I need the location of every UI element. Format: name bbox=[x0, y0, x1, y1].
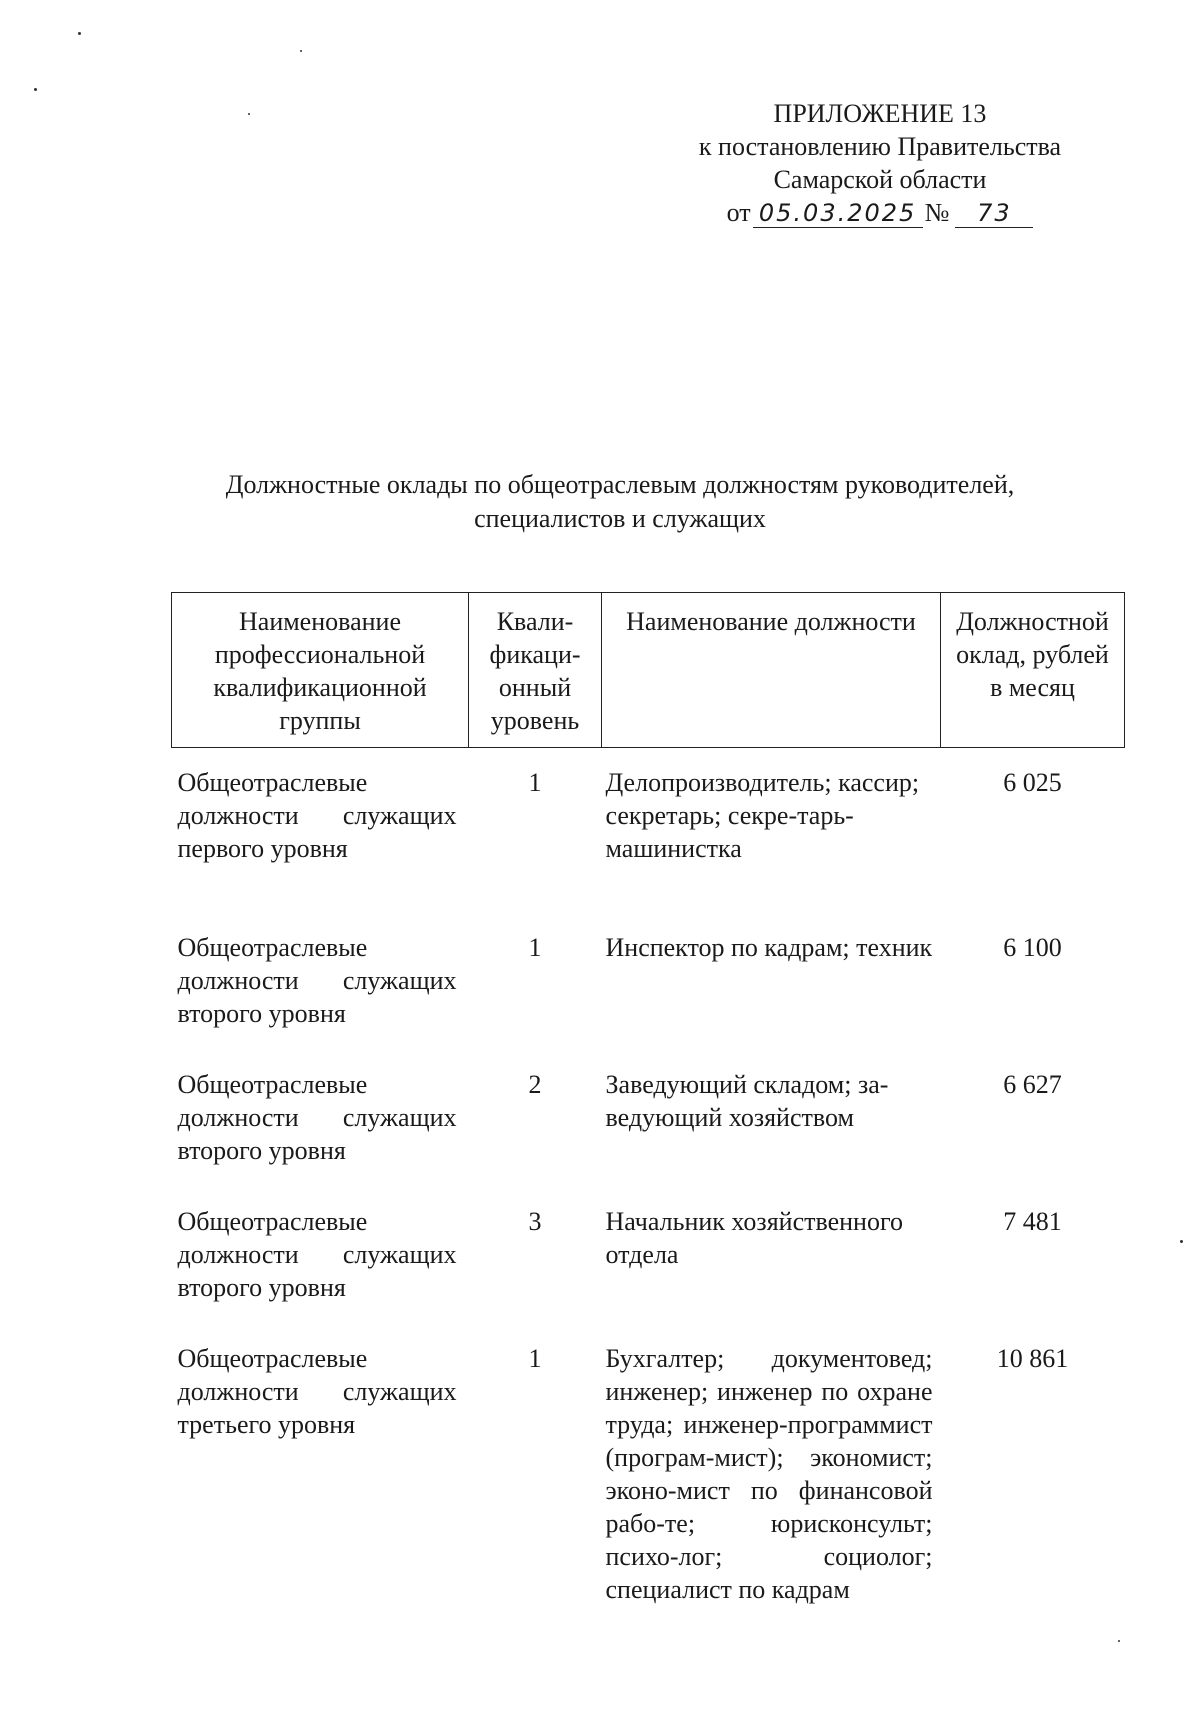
date-prefix: от bbox=[726, 198, 751, 227]
table-header-row bbox=[172, 593, 1125, 748]
salary-cell: 6 100 bbox=[1003, 933, 1062, 962]
salary-cell: 10 861 bbox=[996, 1344, 1069, 1373]
salary-cell: 6 627 bbox=[1003, 1070, 1062, 1099]
scan-speck bbox=[34, 88, 37, 91]
position-cell: Заведующий складом; за-ведующий хозяйством bbox=[605, 1070, 889, 1132]
document-title-line-1: Должностные оклады по общеотраслевым должностям руководителей, bbox=[225, 470, 1015, 499]
document-title bbox=[140, 468, 1100, 536]
position-cell: Инспектор по кадрам; техник bbox=[605, 933, 933, 962]
level-cell: 1 bbox=[528, 1344, 542, 1373]
handwritten-date: 05.03.2025 bbox=[753, 199, 923, 228]
scan-speck bbox=[1180, 1240, 1183, 1243]
group-cell: Общеотраслевые должности служащих второго уровня bbox=[177, 1207, 457, 1302]
group-cell: Общеотраслевые должности служащих второго уровня bbox=[177, 933, 457, 1028]
group-cell: Общеотраслевые должности служащих первого уровня bbox=[177, 768, 457, 863]
position-cell: Бухгалтер; документовед; инженер; инженер по охране труда; инженер-программист (програм-мист); экономист; эконо-мист по финансовой рабо-те; юрисконсульт; психо-лог; социолог; специалист по кадрам bbox=[605, 1344, 933, 1604]
document-title-line-2: специалистов и служащих bbox=[474, 504, 766, 533]
position-cell: Начальник хозяйственного отдела bbox=[605, 1207, 903, 1269]
header-salary: Должностной оклад, рублей в месяц bbox=[941, 593, 1125, 748]
header-group: Наименование профессиональной квалификационной группы bbox=[172, 593, 469, 748]
handwritten-number: 73 bbox=[955, 199, 1033, 228]
table-row bbox=[172, 1342, 1125, 1644]
appendix-title: ПРИЛОЖЕНИЕ 13 bbox=[773, 99, 987, 128]
appendix-resolution-line: к постановлению Правительства bbox=[698, 132, 1062, 161]
salary-cell: 6 025 bbox=[1003, 768, 1062, 797]
table-row bbox=[172, 1068, 1125, 1205]
scan-speck bbox=[78, 32, 81, 35]
level-cell: 2 bbox=[528, 1070, 542, 1099]
appendix-header bbox=[660, 97, 1100, 229]
salary-table bbox=[171, 592, 1125, 1644]
header-level: Квали-фикаци-онный уровень bbox=[469, 593, 602, 748]
table-row bbox=[172, 766, 1125, 931]
group-cell: Общеотраслевые должности служащих третьего уровня bbox=[177, 1344, 457, 1439]
scan-speck bbox=[248, 113, 250, 115]
table-row bbox=[172, 931, 1125, 1068]
salary-cell: 7 481 bbox=[1003, 1207, 1062, 1236]
appendix-region-line: Самарской области bbox=[773, 165, 987, 194]
header-position: Наименование должности bbox=[602, 593, 941, 748]
number-prefix: № bbox=[924, 198, 950, 227]
appendix-date-number-line bbox=[660, 196, 1100, 229]
scan-speck bbox=[300, 50, 302, 52]
level-cell: 3 bbox=[528, 1207, 542, 1236]
scan-speck bbox=[1118, 1640, 1120, 1642]
level-cell: 1 bbox=[528, 768, 542, 797]
table-row bbox=[172, 1205, 1125, 1342]
position-cell: Делопроизводитель; кассир; секретарь; секре-тарь-машинистка bbox=[605, 768, 920, 863]
level-cell: 1 bbox=[528, 933, 542, 962]
group-cell: Общеотраслевые должности служащих второго уровня bbox=[177, 1070, 457, 1165]
